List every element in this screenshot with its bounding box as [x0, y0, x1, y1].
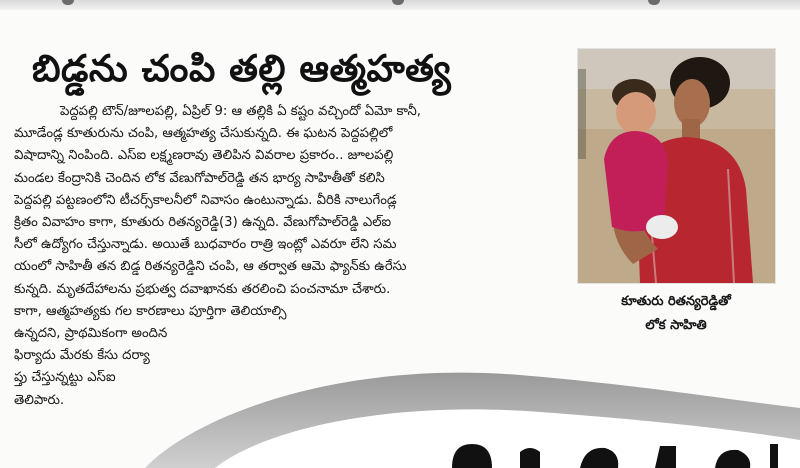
article-body-line: సీలో ఉద్యోగం చేస్తున్నాడు. అయితే బుధవారం రాత్రి ఇంట్లో ఎవరూ లేని సమ: [14, 237, 397, 253]
article-body-line: పెద్దపల్లి టౌన్/జూలపల్లి, ఏప్రిల్ 9: ఆ తల్లికి ఏ కష్టం వచ్చిందో ఏమో కానీ,: [60, 104, 421, 119]
photo-caption-line: కూతురు రితన్యరెడ్డితో: [621, 294, 731, 309]
photo-illustration: [578, 49, 775, 283]
article-body-line: విషాదాన్ని నింపింది. ఎస్ఐ లక్ష్మణరావు తెలిపిన వివరాల ప్రకారం.. జూలపల్లి: [14, 148, 394, 164]
article-body-line: ప్తు చేస్తున్నట్టు ఎస్ఐ: [14, 370, 116, 386]
article-body-line: కున్నది. మృతదేహాలను ప్రభుత్వ దవాఖానకు తరలించి పంచనామా చేశారు.: [14, 281, 391, 297]
article-body: [14, 101, 574, 412]
article-body-line: ఉన్నదని, ప్రాథమికంగా అందిన: [14, 326, 168, 342]
article-body-line: ఫిర్యాదు మేరకు కేసు దర్యా: [14, 348, 150, 364]
article-body-line: యంలో సాహితీ తన బిడ్డ రితన్యరెడ్డిని చంపి, ఆ తర్వాత ఆమె ఫ్యాన్‌కు ఉరేసు: [14, 259, 407, 275]
article-body-line: తెలిపారు.: [14, 392, 65, 408]
mother-and-daughter-photo: [577, 48, 776, 284]
article-body-line: క్రితం వివాహం కాగా, కూతురు రితన్యరెడ్డి(3) ఉన్నది. వేణుగోపాల్‌రెడ్డి ఎల్ఐ: [14, 215, 392, 231]
article-body-line: కాగా, ఆత్మహత్యకు గల కారణాలు పూర్తిగా తెలియాల్సి: [14, 303, 287, 319]
photo-caption-line: లోక సాహితి: [645, 318, 707, 333]
photo-caption: [580, 290, 772, 338]
article-body-line: పెద్దపల్లి పట్టణంలోని టీచర్స్‌కాలనీలో నివాసం ఉంటున్నాడు. వీరికి నాలుగేండ్ల: [14, 192, 397, 208]
article-body-line: మూడేండ్ల కూతురును చంపి, ఆత్మహత్య చేసుకున్నది. ఈ ఘటన పెద్దపల్లిలో: [14, 126, 393, 142]
article-body-line: మండల కేంద్రానికి చెందిన లోక వేణుగోపాల్‌రెడ్డి తన భార్య సాహితీతో కలిసి: [14, 170, 385, 186]
article-headline: బిడ్డను చంపి తల్లి ఆత్మహత్య: [32, 47, 452, 90]
